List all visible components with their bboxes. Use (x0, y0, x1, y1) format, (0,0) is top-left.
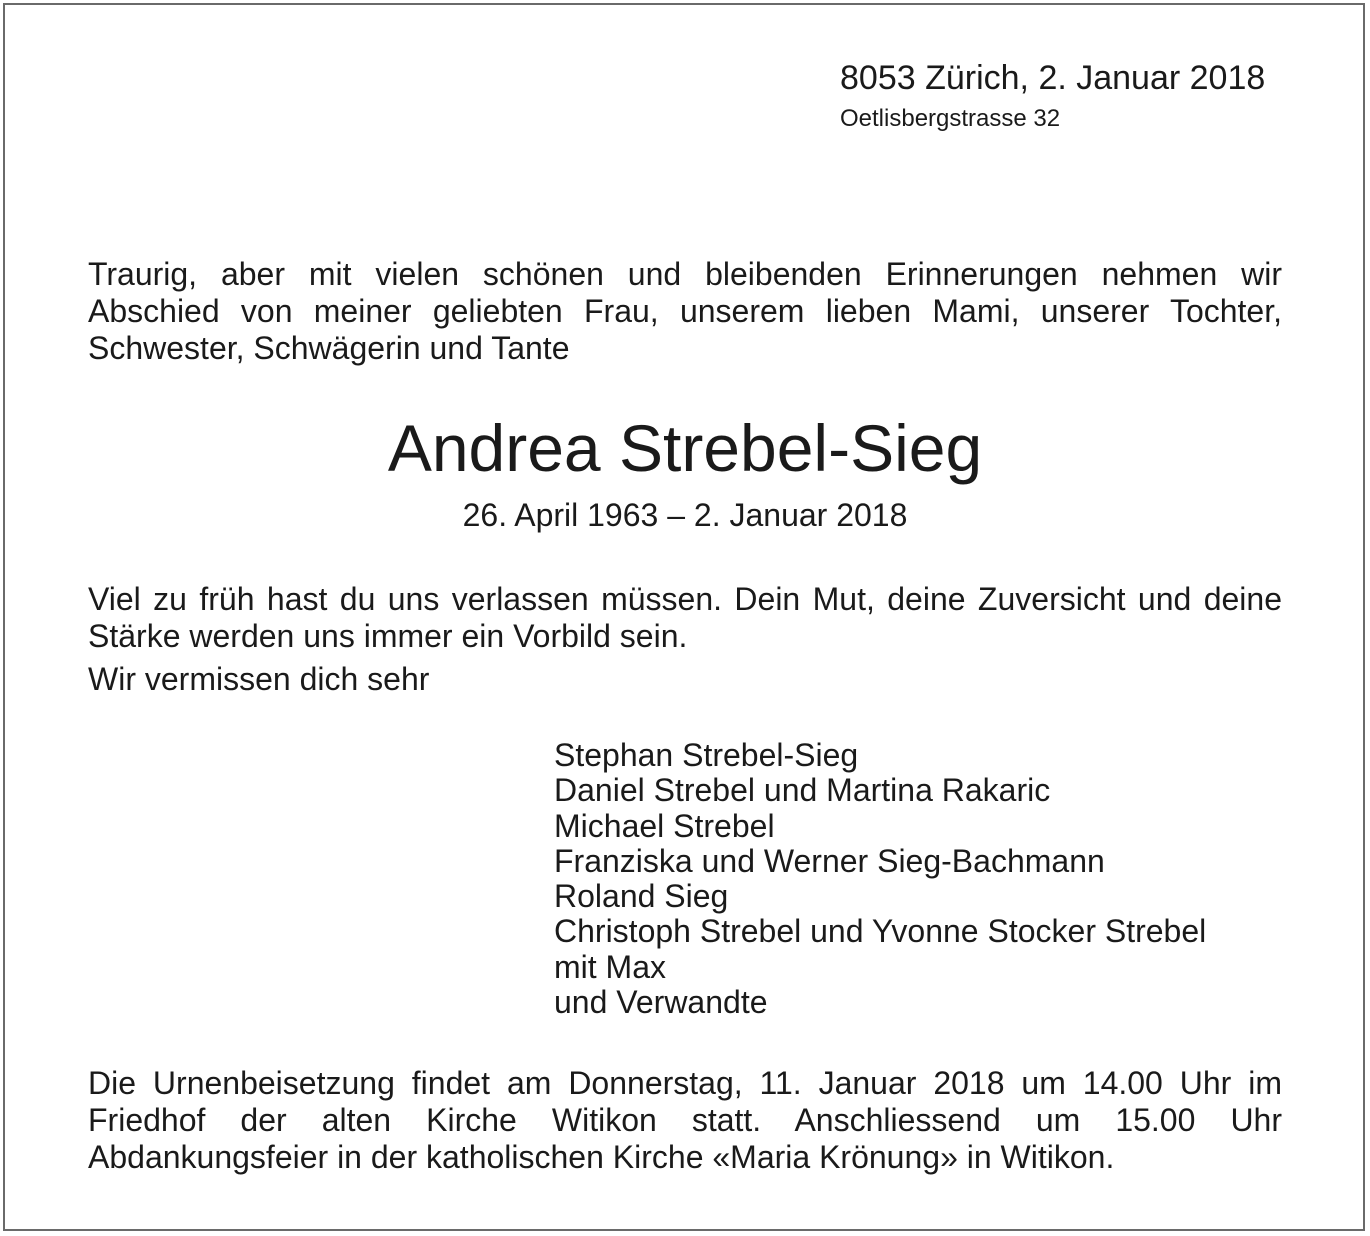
deceased-name: Andrea Strebel-Sieg (387, 411, 983, 485)
mourner-name: und Verwandte (554, 984, 768, 1021)
miss-line: Wir vermissen dich sehr (88, 661, 430, 697)
mourner-name: Daniel Strebel und Martina Rakaric (554, 772, 1051, 809)
mourner-name: Franziska und Werner Sieg-Bachmann (554, 842, 1105, 879)
memory-text: Viel zu früh hast du uns verlassen müssen. Dein Mut, deine Zuversicht und deine Stärke werden uns immer ein Vorbild sein. (88, 581, 1282, 654)
street-address: Oetlisbergstrasse 32 (840, 105, 1061, 132)
life-dates: 26. April 1963 – 2. Januar 2018 (462, 497, 908, 533)
funeral-details: Die Urnenbeisetzung findet am Donnerstag, 11. Januar 2018 um 14.00 Uhr im Friedhof der alten Kirche Witikon statt. Anschliessend um 15.00 Uhr Abdankungsfeier in der katholischen Kirche «Maria Krönung» in Witikon. (88, 1065, 1282, 1175)
mourner-name: mit Max (554, 948, 666, 985)
notice-header (840, 58, 1282, 134)
intro-text: Traurig, aber mit vielen schönen und bleibenden Erinnerungen nehmen wir Abschied von meiner geliebten Frau, unserem lieben Mami, unserer Tochter, Schwester, Schwägerin und Tante (88, 256, 1282, 366)
mourners-list (554, 738, 1206, 1020)
mourner-name: Stephan Strebel-Sieg (554, 737, 859, 773)
mourner-name: Roland Sieg (554, 878, 729, 915)
mourner-name: Michael Strebel (554, 807, 775, 844)
place-and-date: 8053 Zürich, 2. Januar 2018 (840, 59, 1266, 97)
mourner-name: Christoph Strebel und Yvonne Stocker Strebel (554, 913, 1207, 950)
